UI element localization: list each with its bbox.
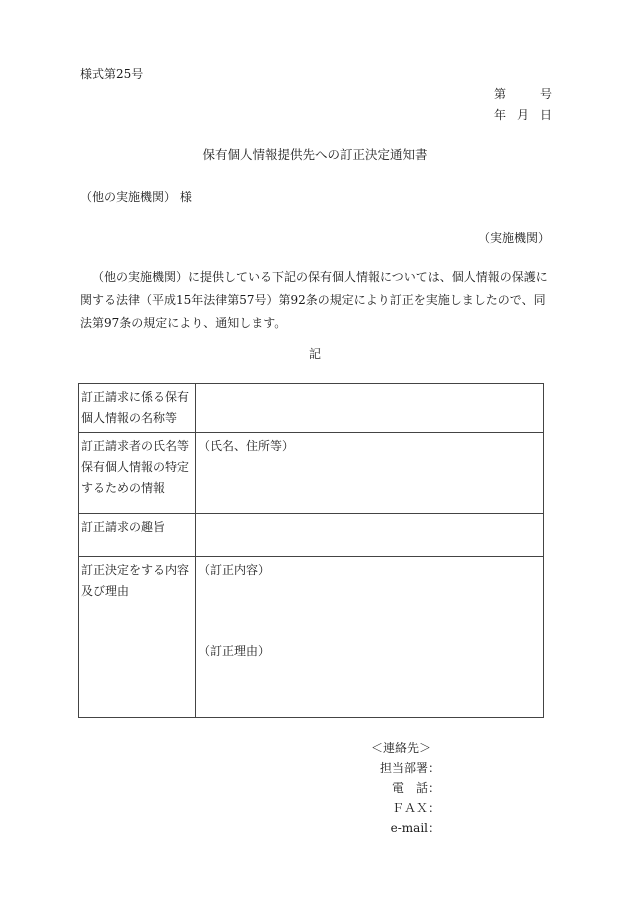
sender: （実施機関）: [477, 231, 550, 245]
info-table: [78, 383, 544, 718]
row-value-decision[interactable]: [196, 557, 544, 718]
table-row: [79, 557, 544, 718]
date-day: 日: [539, 108, 552, 122]
decision-reason-label: （訂正理由）: [198, 644, 271, 658]
requester-hint: （氏名、住所等）: [198, 439, 295, 453]
decision-content-label: （訂正内容）: [198, 563, 271, 577]
document-number: [494, 86, 552, 102]
contact-email-label: e-mail：: [390, 821, 440, 835]
contact-fax-label: ＦＡＸ：: [391, 801, 440, 815]
row-value-requester[interactable]: [196, 433, 544, 514]
table-row: [79, 384, 544, 433]
addressee: （他の実施機関） 様: [80, 190, 192, 204]
date-month: 月: [517, 108, 530, 122]
contact-heading: ＜連絡先＞: [371, 741, 432, 755]
contact-department-label: 担当部署：: [379, 761, 440, 775]
contact-phone-label: 電 話：: [391, 781, 440, 795]
row-value-info-name[interactable]: [196, 384, 544, 433]
body-text: （他の実施機関）に提供している下記の保有個人情報については、個人情報の保護に関する法律（平成15年法律第57号）第92条の規定により訂正を実施しましたので、同法第97条の規定により、通知します。: [80, 270, 548, 330]
form-number: 様式第25号: [80, 67, 144, 81]
date-year: 年: [494, 108, 507, 122]
ki-heading: 記: [308, 347, 321, 361]
table-row: [79, 514, 544, 557]
row-value-purpose[interactable]: [196, 514, 544, 557]
doc-number-suffix: 号: [539, 87, 552, 101]
row-label-requester: 訂正請求者の氏名等保有個人情報の特定するための情報: [79, 433, 196, 514]
doc-number-prefix: 第: [494, 87, 507, 101]
row-label-decision: 訂正決定をする内容及び理由: [79, 557, 196, 718]
table-row: [79, 433, 544, 514]
document-title: 保有個人情報提供先への訂正決定通知書: [202, 147, 428, 162]
row-label-info-name: 訂正請求に係る保有個人情報の名称等: [79, 384, 196, 433]
row-label-purpose: 訂正請求の趣旨: [79, 514, 196, 557]
